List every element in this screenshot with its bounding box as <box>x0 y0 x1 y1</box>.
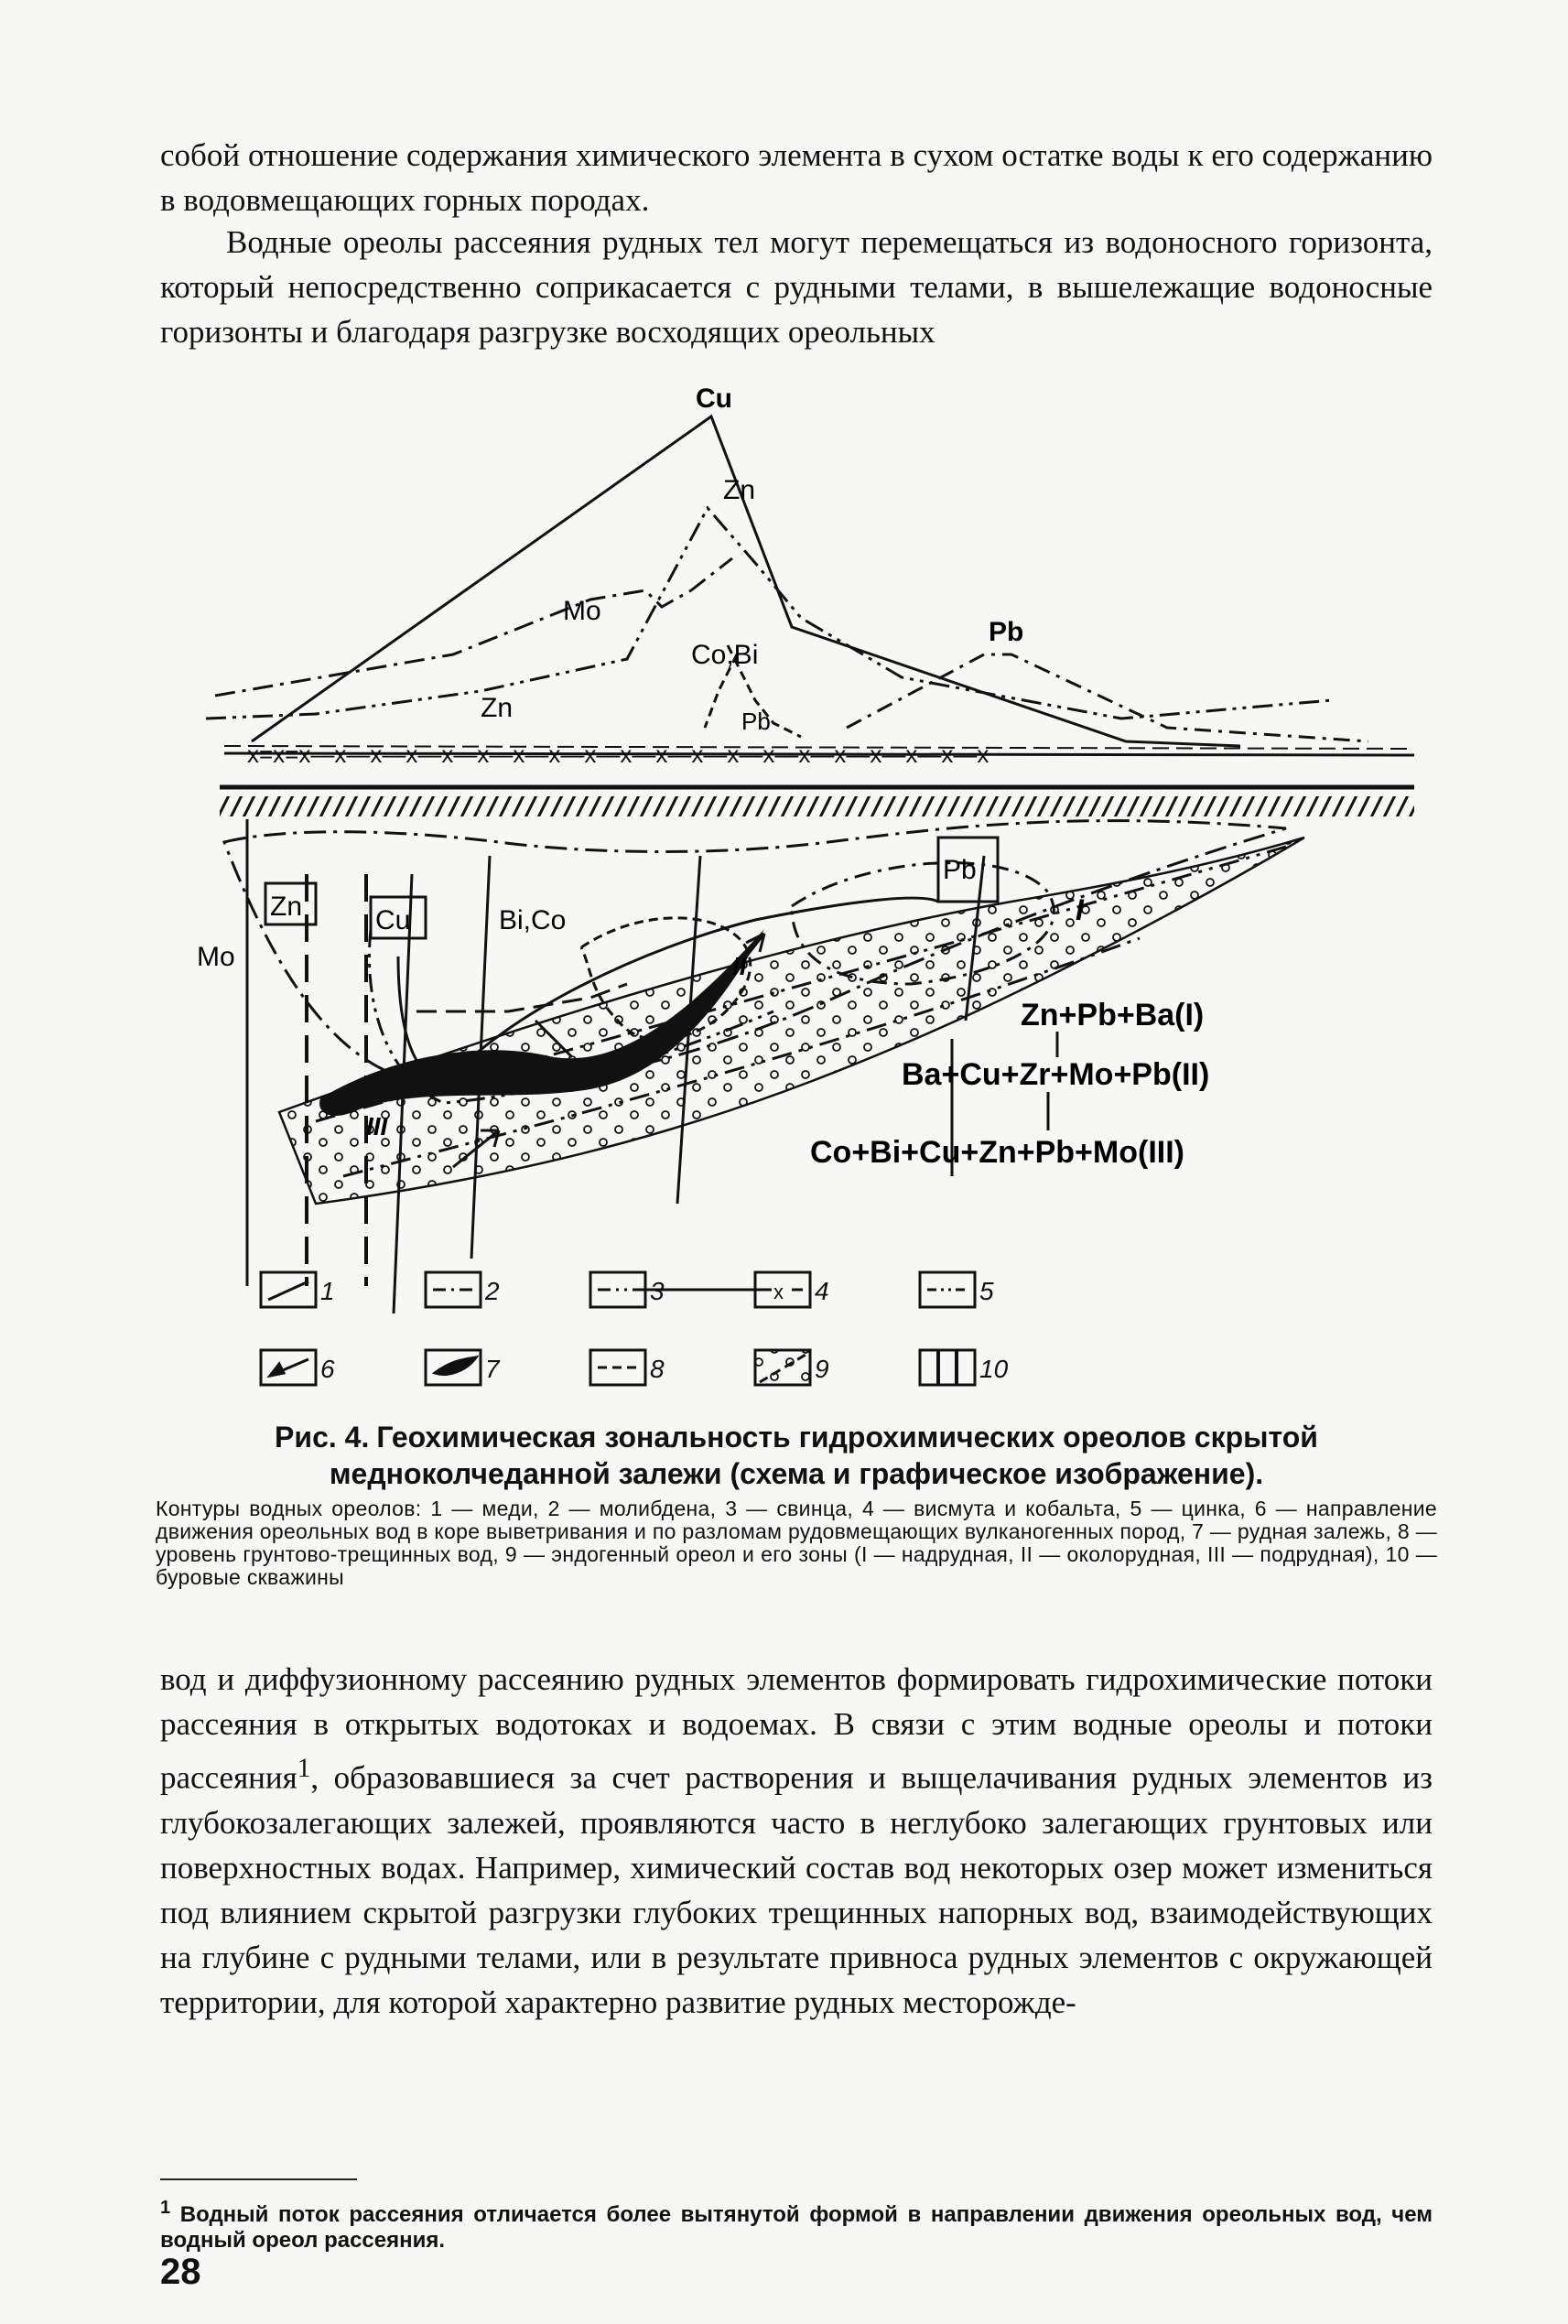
label-zone-I: I <box>1076 893 1084 926</box>
svg-text:1: 1 <box>320 1277 335 1305</box>
cu-curve <box>252 416 1240 746</box>
label-pb: Pb <box>989 617 1024 647</box>
paragraph-continuation: собой отношение содержания химического элемента в сухом остатке воды к его содержанию в водовмещающих горных породах. <box>160 137 1433 218</box>
figure-caption <box>156 1419 1437 1589</box>
page-number: 28 <box>160 2252 201 2292</box>
figure-geochemical-zoning <box>197 380 1433 1396</box>
svg-text:10: 10 <box>979 1355 1009 1383</box>
label-co-bi: Co,Bi <box>691 640 759 670</box>
paragraph-water-halos: Водные ореолы рассеяния рудных тел могут перемещаться из водоносного горизонта, который непосредственно соприкасается с рудными телами, в вышележащие водоносные горизонты и благодаря разгрузке восходящих ореольных <box>160 224 1433 350</box>
footnote <box>160 2195 1433 2254</box>
footnote-reference[interactable]: 1 <box>297 1754 311 1783</box>
mo-curve <box>215 558 732 696</box>
svg-text:4: 4 <box>815 1277 829 1305</box>
caption-label: Рис. 4. <box>275 1421 370 1454</box>
svg-text:3: 3 <box>650 1277 665 1305</box>
caption-title-text: Геохимическая зональность гидрохимических ореолов скрытой медноколчеданной залежи (схема и графическое изображение). <box>329 1421 1318 1490</box>
svg-text:2: 2 <box>485 1277 500 1305</box>
legend-item-6 <box>261 1350 316 1385</box>
label-pb-low: Pb <box>741 708 771 735</box>
svg-text:6: 6 <box>320 1355 335 1383</box>
legend-item-5 <box>920 1272 975 1307</box>
label-mo: Mo <box>563 596 601 626</box>
label-zone-II: II <box>732 952 747 980</box>
label-zn-peak: Zn <box>723 475 756 505</box>
upper-graph <box>206 416 1414 755</box>
footnote-text: Водный поток рассеяния отличается более вытянутой формой в направлении движения ореольных вод, чем водный ореол рассеяния. <box>160 2202 1433 2253</box>
baseline-x-marks <box>247 740 989 768</box>
caption-text: Контуры водных ореолов: 1 — меди, 2 — молибдена, 3 — свинца, 4 — висмута и кобальта, 5 — цинка, 6 — направление движения ореольных вод в коре выветривания и по разломам рудовмещающих вулканогенных пород, 7 — рудная залежь, 8 — уровень грунтово-трещинных вод, 9 — эндогенный ореол и его зоны (I — надрудная, II — околорудная, III — подрудная), 10 — буровые скважины <box>156 1497 1437 1589</box>
paragraph-diffusion <box>160 1657 1433 2025</box>
label-cu-peak: Cu <box>696 384 732 414</box>
label-zone-III: III <box>366 1112 388 1140</box>
pb-curve <box>847 654 1368 741</box>
ground-surface-band <box>220 787 1414 816</box>
label-bi-co: Bi,Co <box>499 905 567 935</box>
formula-zone-II: Ba+Cu+Zr+Mo+Pb(II) <box>902 1057 1210 1092</box>
label-mo-lower: Mo <box>197 942 235 972</box>
label-pb-lower: Pb <box>943 855 977 885</box>
legend-item-7 <box>426 1350 481 1385</box>
svg-text:7: 7 <box>485 1355 500 1383</box>
legend-numbers <box>320 1277 1009 1383</box>
label-zn-lower: Zn <box>270 892 303 922</box>
svg-text:5: 5 <box>979 1277 994 1305</box>
legend <box>261 1272 975 1385</box>
label-cu-lower: Cu <box>375 905 411 935</box>
paragraph-diffusion-part-2: , образовавшиеся за счет растворения и выщелачивания рудных элементов из глубокозалегающих залежей, проявляются часто в неглубоко залегающих грунтовых или поверхностных водах. Например, химический состав вод некоторых озер может измениться под влиянием скрытой разгрузки глубоких трещинных напорных вод, взаимодействующих на глубине с рудными телами, или в результате привноса рудных элементов с окружающей территории, для которой характерно развитие рудных месторожде- <box>160 1759 1433 2020</box>
svg-text:x: x <box>773 1281 784 1303</box>
formula-zone-I: Zn+Pb+Ba(I) <box>1021 998 1205 1032</box>
legend-item-3 <box>590 1272 645 1307</box>
formula-zone-III: Co+Bi+Cu+Zn+Pb+Mo(III) <box>810 1135 1184 1170</box>
footnote-rule <box>160 2178 357 2180</box>
legend-item-2 <box>426 1272 481 1307</box>
caption-title <box>156 1419 1437 1492</box>
legend-item-10 <box>920 1350 975 1385</box>
footnote-mark: 1 <box>160 2198 171 2218</box>
label-zn-low: Zn <box>481 693 514 723</box>
svg-text:8: 8 <box>650 1355 665 1383</box>
legend-item-9 <box>755 1350 810 1385</box>
svg-text:x=x=x—x—x—x—x—x—x—x—x—x—x—x—x—: x=x=x—x—x—x—x—x—x—x—x—x—x—x—x—x—x—x—x—x—x—x <box>247 740 989 768</box>
svg-text:9: 9 <box>815 1355 829 1383</box>
paragraph-diffusion-part-1: вод и диффузионному рассеянию рудных элементов формировать гидрохимические потоки рассеяния в открытых водотоках и водоемах. В связи с этим водные ореолы и потоки рассеяния <box>160 1661 1433 1796</box>
legend-item-8 <box>590 1350 645 1385</box>
zn-curve <box>206 508 1332 719</box>
